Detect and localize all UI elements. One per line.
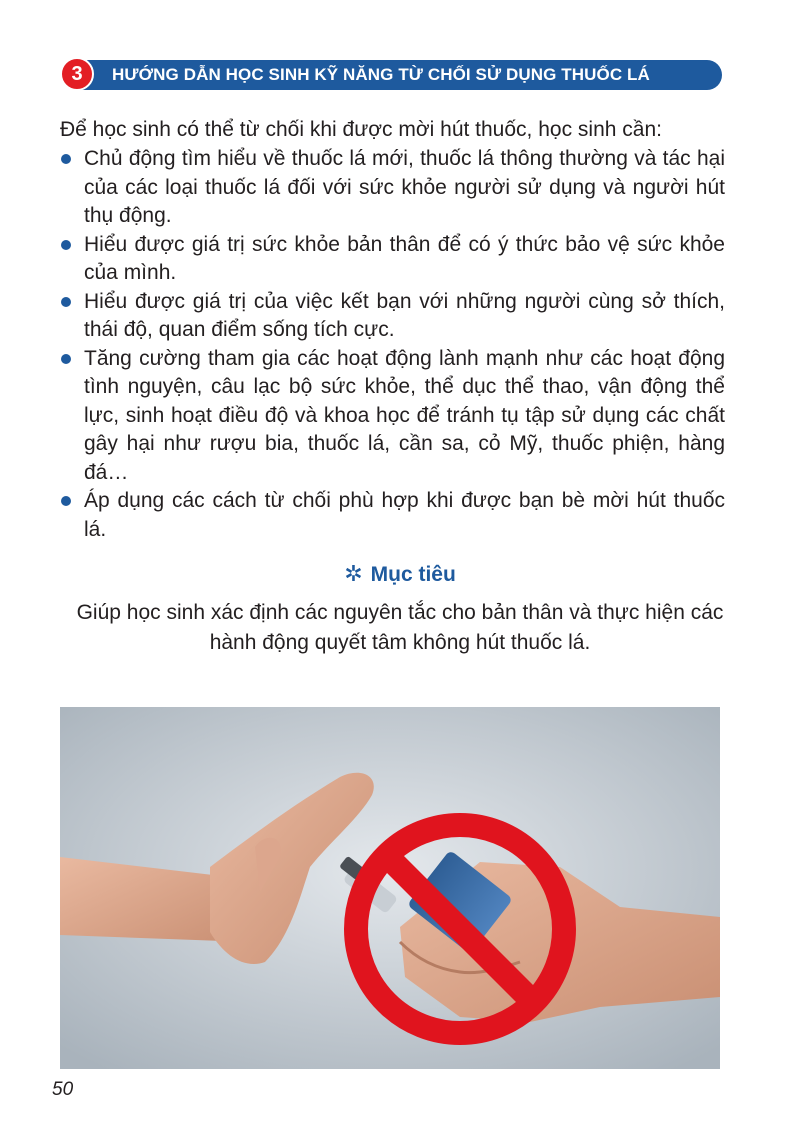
list-item	[60, 231, 725, 288]
bullet-icon	[61, 354, 71, 364]
list-item	[60, 487, 725, 544]
goal-heading	[0, 561, 800, 587]
section-header	[60, 57, 722, 93]
section-number-badge: 3	[60, 57, 94, 91]
bullet-list	[60, 145, 725, 544]
list-item	[60, 288, 725, 345]
goal-heading-label: Mục tiêu	[370, 563, 456, 586]
intro-text: Để học sinh có thể từ chối khi được mời hút thuốc, học sinh cần:	[60, 118, 662, 141]
bullet-icon	[61, 496, 71, 506]
list-item-text: Áp dụng các cách từ chối phù hợp khi được bạn bè mời hút thuốc lá.	[84, 489, 725, 541]
bullet-icon	[61, 297, 71, 307]
list-item-text: Tăng cường tham gia các hoạt động lành mạnh như các hoạt động tình nguyện, câu lạc bộ sức khỏe, thể dục thể thao, vận động thể lực, sinh hoạt điều độ và khoa học để tránh tụ tập sử dụng các chất gây hại như rượu bia, thuốc lá, cần sa, cỏ Mỹ, thuốc phiện, hàng đá…	[84, 346, 725, 484]
list-item	[60, 145, 725, 231]
bullet-icon	[61, 240, 71, 250]
asterisk-icon: ✲	[344, 561, 363, 586]
photo-illustration	[60, 707, 720, 1069]
goal-text: Giúp học sinh xác định các nguyên tắc cho bản thân và thực hiện các hành động quyết tâm không hút thuốc lá.	[76, 601, 724, 654]
list-item-text: Hiểu được giá trị của việc kết bạn với những người cùng sở thích, thái độ, quan điểm sống tích cực.	[84, 289, 725, 341]
list-item-text: Chủ động tìm hiểu về thuốc lá mới, thuốc lá thông thường và tác hại của các loại thuốc lá đối với sức khỏe người sử dụng và người hút thụ động.	[84, 147, 725, 227]
page-number: 50	[52, 1079, 74, 1100]
no-smoking-photo	[60, 707, 720, 1069]
section-title: HƯỚNG DẪN HỌC SINH KỸ NĂNG TỪ CHỐI SỬ DỤNG THUỐC LÁ	[112, 65, 650, 84]
list-item-text: Hiểu được giá trị sức khỏe bản thân để có ý thức bảo vệ sức khỏe của mình.	[84, 232, 725, 284]
list-item	[60, 345, 725, 488]
bullet-icon	[61, 154, 71, 164]
